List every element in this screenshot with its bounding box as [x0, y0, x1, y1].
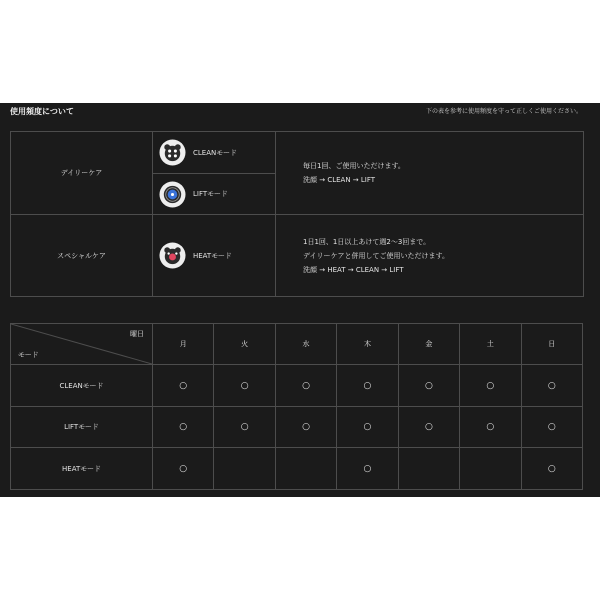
- schedule-cell: [337, 407, 398, 448]
- usage-mark: ○: [547, 422, 556, 432]
- schedule-cell: [153, 448, 214, 490]
- mode-label-clean: CLEANモード: [193, 148, 237, 157]
- day-header-tue: 火: [214, 324, 275, 365]
- corner-label-mode: モード: [18, 351, 39, 359]
- care-description-daily: [276, 132, 584, 215]
- schedule-cell: [275, 407, 336, 448]
- usage-mark: ○: [179, 380, 188, 391]
- care-category-daily: デイリーケア: [11, 132, 153, 215]
- mode-cell-lift: [153, 174, 276, 215]
- schedule-cell: [460, 448, 521, 490]
- mode-item: [153, 181, 275, 208]
- usage-mark: ○: [424, 380, 433, 391]
- usage-note: 下の表を参考に使用頻度を守って正しくご使用ください。: [425, 108, 582, 115]
- schedule-mode-label: LIFTモード: [11, 407, 153, 448]
- corner-header: [11, 324, 152, 364]
- schedule-cell: [460, 365, 521, 407]
- mode-cell-clean: [153, 132, 276, 174]
- care-row-special: [11, 215, 584, 297]
- schedule-row-lift: [11, 407, 583, 448]
- usage-mark: ○: [547, 380, 556, 391]
- description-line: 洗顔 → HEAT → CLEAN → LIFT: [303, 265, 404, 274]
- schedule-header-row: [11, 324, 583, 365]
- mode-item: [153, 139, 275, 166]
- schedule-cell: [275, 448, 336, 490]
- schedule-cell: [153, 407, 214, 448]
- schedule-row-clean: [11, 365, 583, 407]
- section-title: 使用頻度について: [10, 107, 74, 116]
- schedule-cell: [337, 448, 398, 490]
- weekly-schedule-table: [10, 323, 583, 490]
- usage-mark: ○: [363, 380, 372, 391]
- usage-mark: ○: [302, 422, 310, 432]
- usage-mark: ○: [486, 422, 495, 432]
- schedule-mode-label: HEATモード: [11, 448, 153, 490]
- schedule-cell: [153, 365, 214, 407]
- usage-mark: ○: [179, 422, 188, 432]
- mode-label-heat: HEATモード: [193, 251, 232, 260]
- day-header-mon: 月: [153, 324, 214, 365]
- care-description-special: [276, 215, 584, 297]
- schedule-corner-cell: [11, 324, 153, 365]
- schedule-cell: [337, 365, 398, 407]
- usage-mark: ○: [486, 380, 495, 391]
- mode-cell-heat: [153, 215, 276, 297]
- description-line: デイリーケアと併用してご使用いただけます。: [303, 251, 449, 260]
- heat-mode-icon: [159, 242, 186, 269]
- day-header-fri: 金: [398, 324, 459, 365]
- description-line: 洗顔 → CLEAN → LIFT: [303, 176, 376, 184]
- schedule-cell: [398, 448, 459, 490]
- mode-item: [153, 242, 275, 269]
- description-line: 1日1回、1日以上あけて週2〜3回まで。: [303, 237, 431, 246]
- schedule-cell: [398, 407, 459, 448]
- schedule-cell: [398, 365, 459, 407]
- schedule-cell: [214, 407, 275, 448]
- care-row-daily: [11, 132, 584, 174]
- usage-mark: ○: [363, 463, 372, 474]
- schedule-cell: [214, 365, 275, 407]
- clean-mode-icon: [159, 139, 186, 166]
- care-type-table: [10, 131, 584, 297]
- usage-mark: ○: [240, 380, 249, 391]
- corner-label-day: 曜日: [130, 330, 144, 338]
- schedule-mode-label: CLEANモード: [11, 365, 153, 407]
- description-line: 毎日1回、ご使用いただけます。: [303, 162, 405, 170]
- usage-frequency-panel: [0, 103, 600, 497]
- usage-mark: ○: [363, 422, 372, 432]
- schedule-cell: [275, 365, 336, 407]
- schedule-cell: [460, 407, 521, 448]
- usage-mark: ○: [179, 463, 188, 474]
- schedule-cell: [521, 365, 582, 407]
- schedule-cell: [521, 448, 582, 490]
- care-category-special: スペシャルケア: [11, 215, 153, 297]
- day-header-sat: 土: [460, 324, 521, 365]
- usage-mark: ○: [240, 422, 249, 432]
- usage-mark: ○: [424, 422, 433, 432]
- day-header-wed: 水: [275, 324, 336, 365]
- mode-label-lift: LIFTモード: [193, 190, 228, 198]
- day-header-thu: 木: [337, 324, 398, 365]
- usage-mark: ○: [302, 380, 310, 391]
- lift-mode-icon: [159, 181, 186, 208]
- schedule-cell: [214, 448, 275, 490]
- schedule-cell: [521, 407, 582, 448]
- day-header-sun: 日: [521, 324, 582, 365]
- schedule-row-heat: [11, 448, 583, 490]
- usage-mark: ○: [547, 463, 556, 474]
